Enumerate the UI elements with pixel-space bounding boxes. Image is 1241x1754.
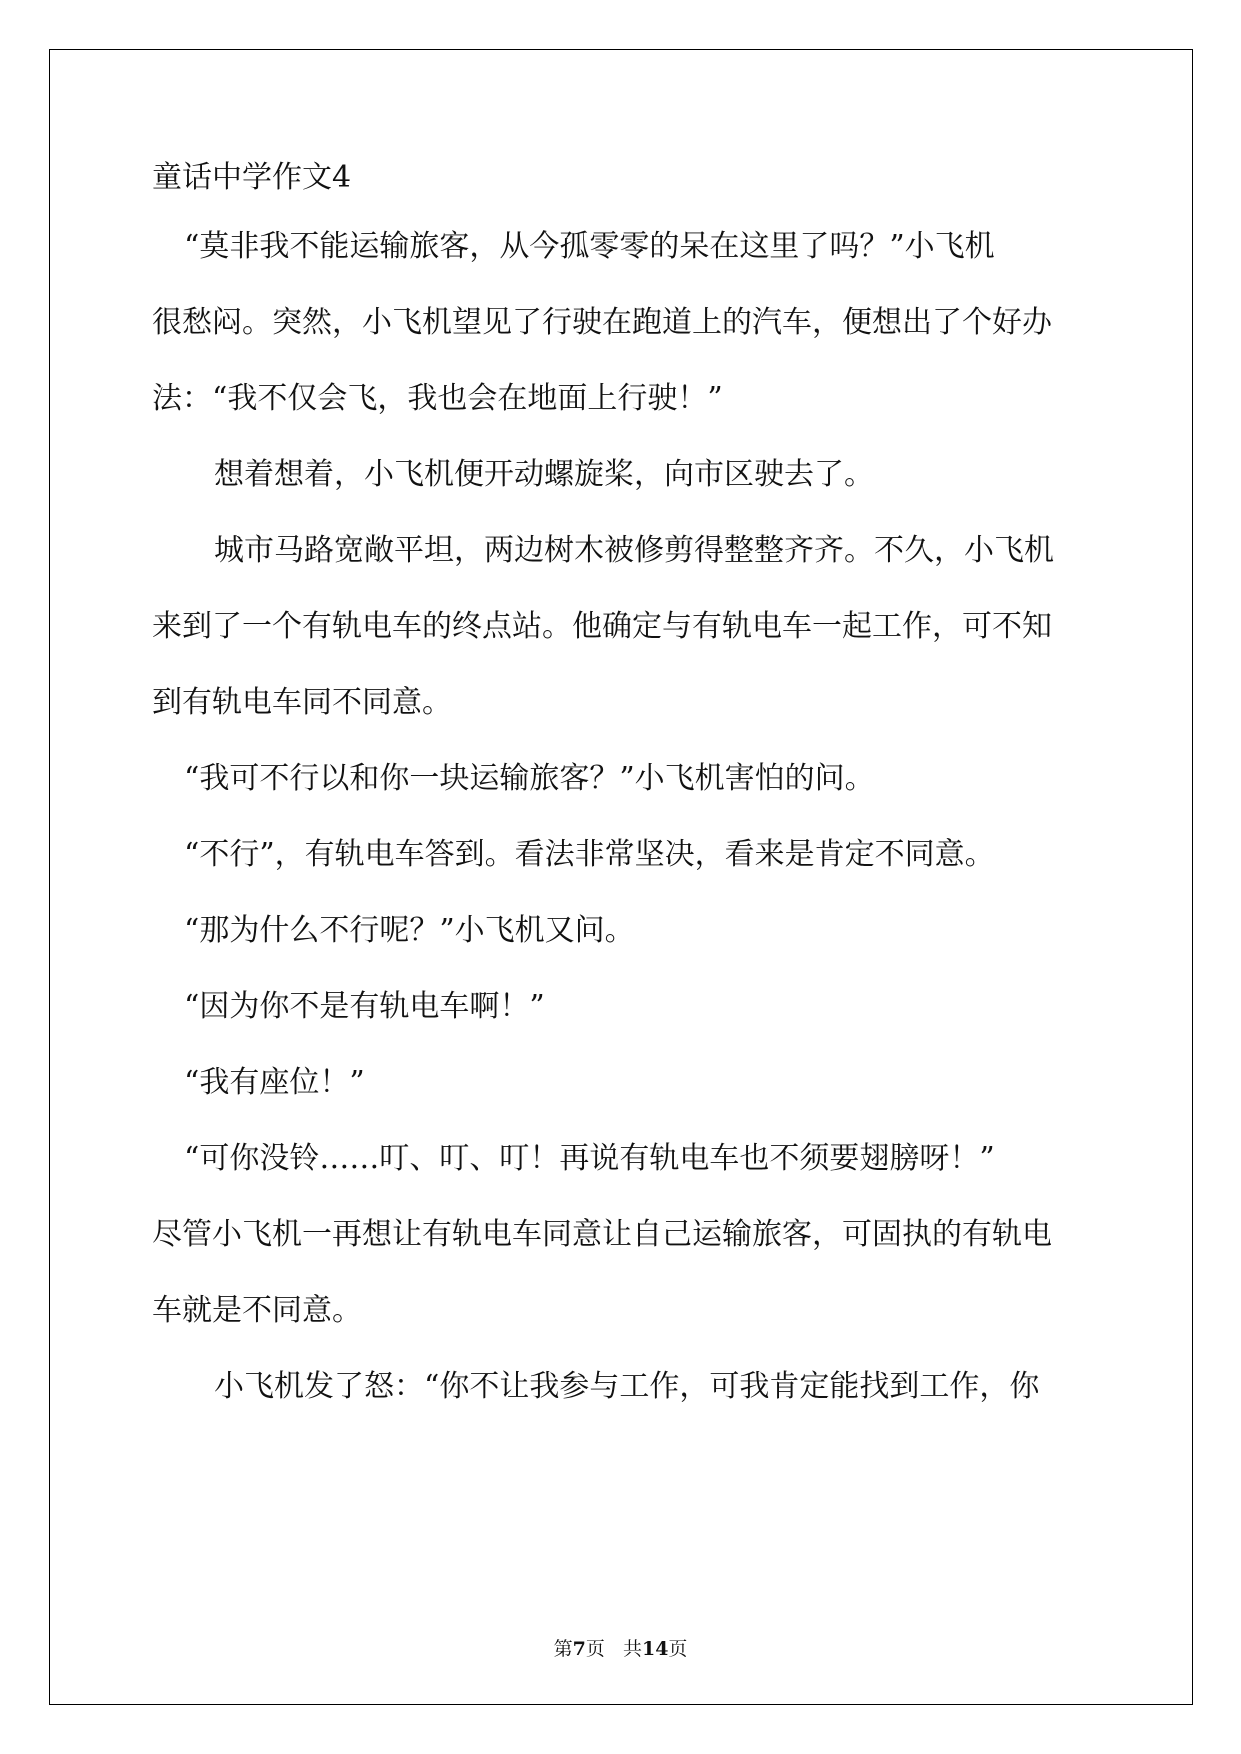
text-line: “因为你不是有轨电车啊！” — [184, 989, 545, 1024]
page-footer — [0, 1634, 1241, 1661]
text-line: “那为什么不行呢？”小飞机又问。 — [184, 913, 635, 948]
page-frame — [49, 49, 1193, 1705]
text-line: 很愁闷。突然，小飞机望见了行驶在跑道上的汽车，便想出了个好办 — [152, 305, 1052, 340]
text-line: 尽管小飞机一再想让有轨电车同意让自己运输旅客，可固执的有轨电 — [152, 1217, 1052, 1252]
text-line: 小飞机发了怒：“你不让我参与工作，可我肯定能找到工作，你 — [214, 1369, 1040, 1404]
text-line: 车就是不同意。 — [152, 1293, 362, 1328]
footer-prefix: 第 — [553, 1638, 573, 1660]
text-line: 想着想着，小飞机便开动螺旋桨，向市区驶去了。 — [214, 457, 874, 492]
text-line: “我有座位！” — [184, 1065, 365, 1100]
footer-total-suffix: 页 — [668, 1638, 688, 1660]
total-page-count: 14 — [641, 1638, 669, 1660]
text-line: “不行”，有轨电车答到。看法非常坚决，看来是肯定不同意。 — [184, 837, 995, 872]
text-line: 来到了一个有轨电车的终点站。他确定与有轨电车一起工作，可不知 — [152, 609, 1052, 644]
footer-total-prefix: 共 — [622, 1638, 642, 1660]
footer-page-suffix: 页 — [585, 1638, 605, 1660]
current-page-number: 7 — [572, 1638, 586, 1660]
text-line: “可你没铃……叮、叮、叮！再说有轨电车也不须要翅膀呀！” — [184, 1141, 995, 1176]
document-title: 童话中学作文4 — [152, 160, 352, 195]
text-line: 城市马路宽敞平坦，两边树木被修剪得整整齐齐。不久，小飞机 — [214, 533, 1054, 568]
text-line: “莫非我不能运输旅客，从今孤零零的呆在这里了吗？”小飞机 — [184, 229, 995, 264]
text-line: “我可不行以和你一块运输旅客？”小飞机害怕的问。 — [184, 761, 875, 796]
text-line: 到有轨电车同不同意。 — [152, 685, 452, 720]
text-line: 法：“我不仅会飞，我也会在地面上行驶！” — [152, 381, 723, 416]
